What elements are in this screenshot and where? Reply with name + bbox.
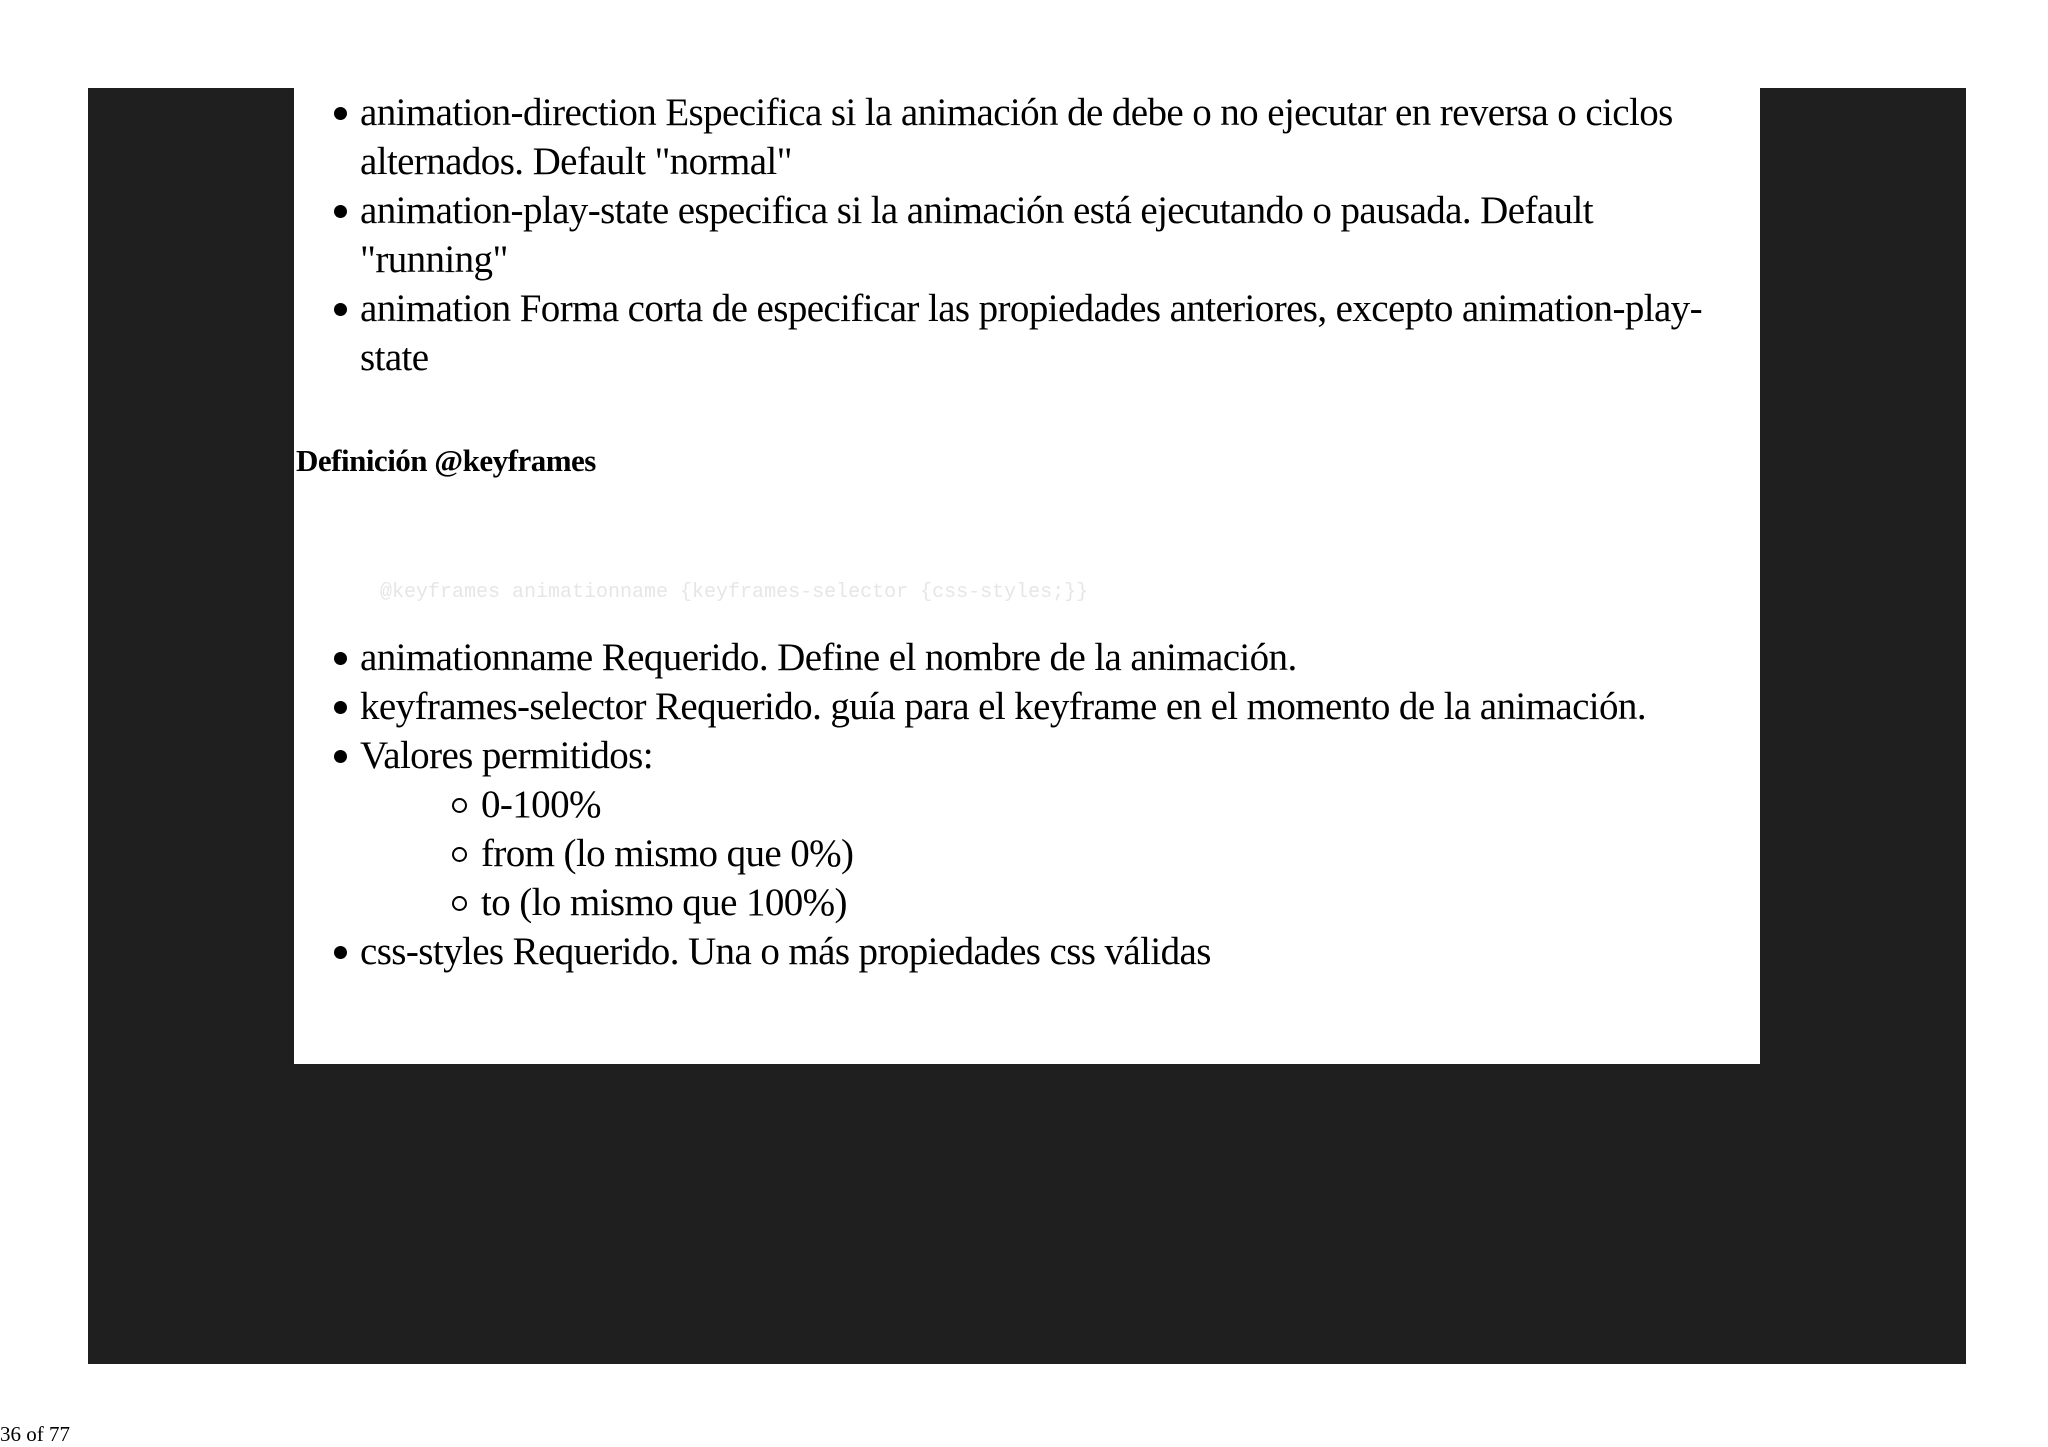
bullet-icon bbox=[334, 701, 347, 714]
content-panel bbox=[294, 88, 1760, 1064]
circle-bullet-icon bbox=[452, 847, 467, 862]
circle-bullet-icon bbox=[452, 798, 467, 813]
bullet-icon bbox=[334, 107, 347, 120]
sub-list-item: 0-100% bbox=[294, 780, 1734, 829]
bullet-icon bbox=[334, 303, 347, 316]
sub-list-item: to (lo mismo que 100%) bbox=[294, 878, 1734, 927]
list-item: animation-play-state especifica si la animación está ejecutando o pausada. Default "running" bbox=[294, 186, 1734, 284]
list-item: css-styles Requerido. Una o más propiedades css válidas bbox=[294, 927, 1734, 976]
circle-bullet-icon bbox=[452, 896, 467, 911]
code-syntax: @keyframes animationname {keyframes-selector {css-styles;}} bbox=[380, 581, 1089, 604]
property-list bbox=[294, 88, 1734, 382]
list-item: keyframes-selector Requerido. guía para el keyframe en el momento de la animación. bbox=[294, 682, 1734, 731]
page-number: 36 of 77 bbox=[0, 1422, 70, 1446]
section-heading: Definición @keyframes bbox=[296, 443, 596, 478]
list-item: Valores permitidos: 0-100% from (lo mismo que 0%) to (lo mismo que 100%) bbox=[294, 731, 1734, 927]
list-item: animationname Requerido. Define el nombre de la animación. bbox=[294, 633, 1734, 682]
bullet-icon bbox=[334, 750, 347, 763]
bullet-icon bbox=[334, 205, 347, 218]
bullet-icon bbox=[334, 946, 347, 959]
keyframes-parameter-list bbox=[294, 633, 1734, 976]
list-item: animation Forma corta de especificar las propiedades anteriores, excepto animation-play-state bbox=[294, 284, 1734, 382]
sub-list-item: from (lo mismo que 0%) bbox=[294, 829, 1734, 878]
bullet-icon bbox=[334, 652, 347, 665]
list-item: animation-direction Especifica si la animación de debe o no ejecutar en reversa o ciclos alternados. Default "normal" bbox=[294, 88, 1734, 186]
allowed-values-list bbox=[294, 780, 1734, 927]
